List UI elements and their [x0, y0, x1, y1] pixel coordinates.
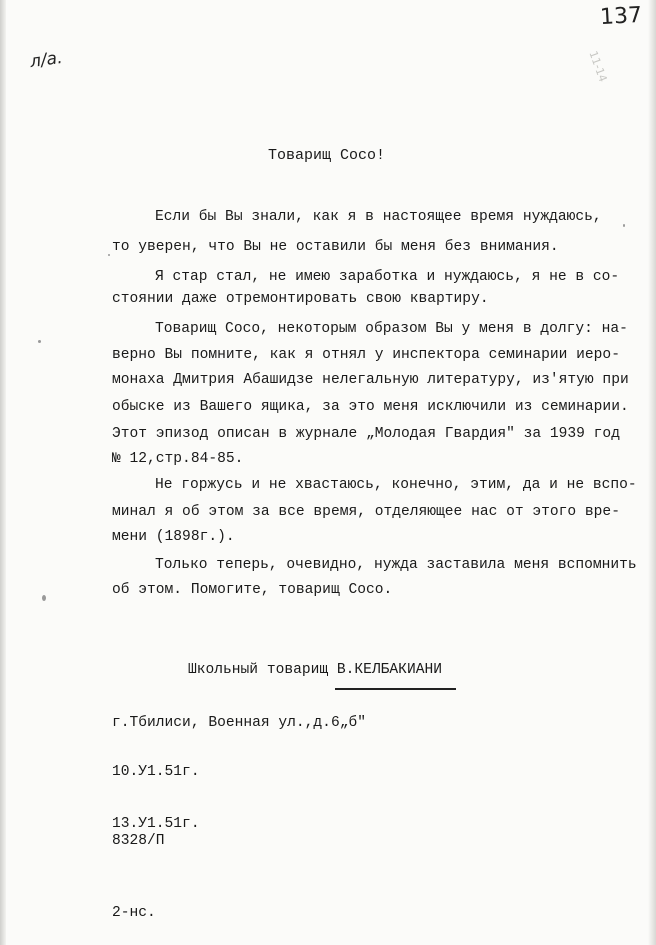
- body-line-5: Товарищ Сосо, некоторым образом Вы у меня в долгу: на-: [155, 321, 628, 337]
- handwritten-page-number: 137: [599, 2, 643, 31]
- scan-speck: [623, 224, 625, 227]
- body-line-14: Только теперь, очевидно, нужда заставила меня вспомнить: [155, 557, 637, 573]
- page-edge-right: [648, 0, 656, 945]
- body-line-10: № 12,стр.84-85.: [112, 451, 244, 467]
- signature-underline: [335, 688, 456, 690]
- body-line-15: об этом. Помогите, товарищ Сосо.: [112, 582, 393, 598]
- handwritten-mark-top-left: л/а.: [28, 47, 64, 73]
- body-line-12: минал я об этом за все время, отделяющее нас от этого вре-: [112, 504, 620, 520]
- scan-speck: [42, 595, 46, 601]
- body-line-1: Если бы Вы знали, как я в настоящее время нуждаюсь,: [155, 209, 602, 225]
- body-line-3: Я стар стал, не имею заработка и нуждаюсь, я не в со-: [155, 269, 620, 285]
- scan-speck: [38, 340, 41, 343]
- body-line-4: стоянии даже отремонтировать свою квартиру.: [112, 291, 489, 307]
- body-line-2: то уверен, что Вы не оставили бы меня без внимания.: [112, 239, 559, 255]
- reference-number: 8328/П: [112, 833, 165, 849]
- faint-handwritten-note: 11-14: [586, 49, 610, 84]
- body-line-6: верно Вы помните, как я отнял у инспектора семинарии иеро-: [112, 347, 620, 363]
- body-line-8: обыске из Вашего ящика, за это меня исключили из семинарии.: [112, 399, 629, 415]
- letter-title: Товарищ Сосо!: [268, 147, 386, 164]
- body-line-11: Не горжусь и не хвастаюсь, конечно, этим, да и не вспо-: [155, 477, 637, 493]
- body-line-13: мени (1898г.).: [112, 529, 235, 545]
- address: г.Тбилиси, Военная ул.,д.6„б": [112, 715, 366, 731]
- body-line-7: монаха Дмитрия Абашидзе нелегальную литературу, из'ятую при: [112, 372, 629, 388]
- body-line-9: Этот эпизод описан в журнале „Молодая Гвардия" за 1939 год: [112, 426, 620, 442]
- date-second: 13.У1.51г.: [112, 816, 200, 832]
- signature-line: Школьный товарищ В.КЕЛБАКИАНИ: [188, 662, 442, 678]
- date-first: 10.У1.51г.: [112, 764, 200, 780]
- page-edge-left: [0, 0, 6, 945]
- scan-speck: [108, 254, 110, 256]
- footer-mark: 2-нс.: [112, 905, 156, 921]
